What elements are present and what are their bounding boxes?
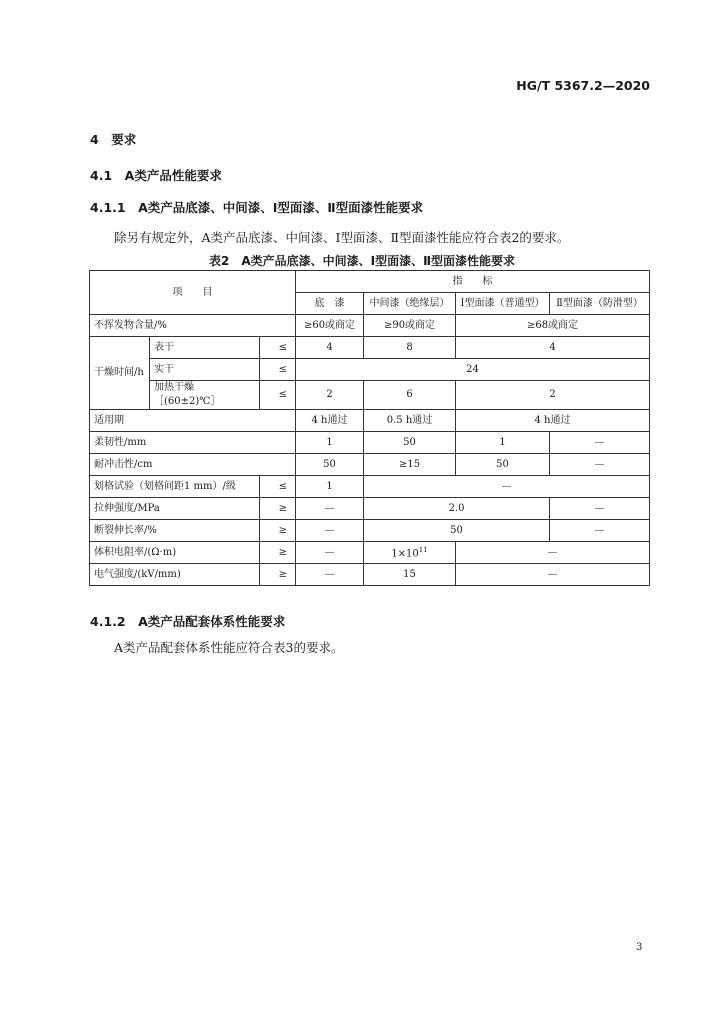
row-label: 划格试验（划格间距1 mm）/级 [90,476,260,498]
row-label: 断裂伸长率/% [90,520,260,542]
cell: ≥60或商定 [296,315,364,337]
col-middle: 中间漆（绝缘层） [364,293,456,315]
row-label: 适用期 [90,410,296,432]
section-4-heading: 4 要求 [90,132,137,147]
section-4-1-heading: 4.1 A类产品性能要求 [90,168,222,183]
cell: — [456,542,650,564]
table-2-caption: 表2 A类产品底漆、中间漆、Ⅰ型面漆、Ⅱ型面漆性能要求 [208,254,515,268]
comparison-symbol: ≥ [260,564,296,586]
standard-id: HG/T 5367.2—2020 [516,78,650,93]
table-row [90,432,650,454]
row-label: 不挥发物含量/% [90,315,296,337]
comparison-symbol: ≤ [260,359,296,381]
cell: 50 [456,454,550,476]
cell: — [550,498,650,520]
cell: — [550,432,650,454]
cell: 4 [456,337,650,359]
table-row [90,315,650,337]
table-row [90,454,650,476]
section-4-1-1-text: 除另有规定外，A类产品底漆、中间漆、Ⅰ型面漆、Ⅱ型面漆性能应符合表2的要求。 [114,230,570,245]
section-4-1-1-heading: 4.1.1 A类产品底漆、中间漆、Ⅰ型面漆、Ⅱ型面漆性能要求 [90,200,424,215]
table-row [90,542,650,564]
cell: 8 [364,337,456,359]
cell: — [456,564,650,586]
cell: 1 [296,432,364,454]
table-row [90,410,650,432]
col-topcoat-1: Ⅰ型面漆（普通型） [456,293,550,315]
cell: — [296,498,364,520]
cell: — [550,454,650,476]
cell: 50 [364,520,550,542]
cell: ≥90或商定 [364,315,456,337]
row-label: 实干 [150,359,260,381]
cell: 24 [296,359,650,381]
cell: — [296,520,364,542]
table-row [90,337,650,359]
resistivity-base: 1×10 [391,548,419,560]
cell: ≥15 [364,454,456,476]
table-2 [89,270,650,586]
cell: 2 [456,381,650,410]
cell: 2.0 [364,498,550,520]
resistivity-exponent: 11 [418,546,428,555]
comparison-symbol: ≤ [260,381,296,410]
header-index: 指 标 [296,271,650,293]
section-4-1-2-text: A类产品配套体系性能应符合表3的要求。 [114,640,344,655]
cell: — [364,476,650,498]
cell: 0.5 h通过 [364,410,456,432]
table-header-row [90,271,650,293]
row-label: 电气强度/(kV/mm) [90,564,260,586]
table-row [90,381,650,410]
comparison-symbol: ≤ [260,476,296,498]
cell: — [296,542,364,564]
cell: 1 [456,432,550,454]
cell: 6 [364,381,456,410]
table-row [90,498,650,520]
cell: — [296,564,364,586]
cell: 50 [364,432,456,454]
table-row [90,476,650,498]
row-label: 耐冲击性/cm [90,454,296,476]
header-item: 项 目 [90,271,296,315]
col-topcoat-2: Ⅱ型面漆（防滑型） [550,293,650,315]
row-group-label: 干燥时间/h [90,337,150,410]
row-label: 柔韧性/mm [90,432,296,454]
table-row [90,359,650,381]
table-row [90,520,650,542]
cell: 50 [296,454,364,476]
section-4-1-2-heading: 4.1.2 A类产品配套体系性能要求 [90,614,286,629]
comparison-symbol: ≥ [260,520,296,542]
page-number: 3 [636,942,643,953]
cell: 1 [296,476,364,498]
cell: 2 [296,381,364,410]
comparison-symbol: ≥ [260,542,296,564]
cell: 4 [296,337,364,359]
cell: 15 [364,564,456,586]
comparison-symbol: ≥ [260,498,296,520]
col-primer: 底 漆 [296,293,364,315]
cell: 4 h通过 [456,410,650,432]
row-label: 表干 [150,337,260,359]
comparison-symbol: ≤ [260,337,296,359]
row-label: 拉伸强度/MPa [90,498,260,520]
cell [364,542,456,564]
cell: 4 h通过 [296,410,364,432]
row-label: 加热干燥［(60±2)℃］ [150,381,260,410]
cell: — [550,520,650,542]
row-label: 体积电阻率/(Ω·m) [90,542,260,564]
cell: ≥68或商定 [456,315,650,337]
table-row [90,564,650,586]
